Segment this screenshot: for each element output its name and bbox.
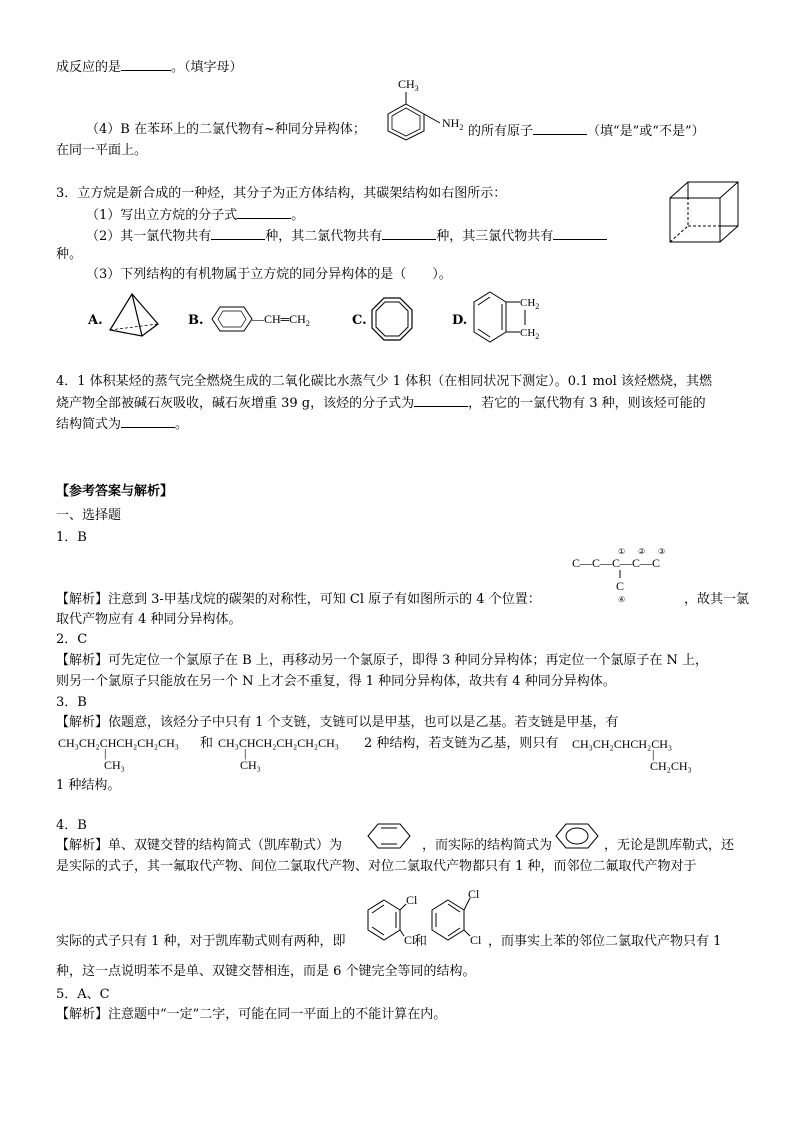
a1-exp: ，故其一氯 xyxy=(684,592,750,607)
branch-bond: | xyxy=(652,747,655,761)
a5-exp: 【解析】注意题中“一定”二字，可能在同一平面上的不能计算在内。 xyxy=(56,1007,447,1022)
svg-text:③: ③ xyxy=(658,547,666,556)
q-text: 。 xyxy=(291,208,305,223)
q-text: 成反应的是 xyxy=(56,60,122,75)
svg-text:NH2: $NH_2$ xyxy=(442,116,464,132)
q-text: （4）B 在苯环上的二氯代物有~种同分异构体； xyxy=(86,122,366,137)
a3-exp: 【解析】依题意，该烃分子中只有 1 个支链，支链可以是甲基，也可以是乙基。若支链是甲基，有 xyxy=(56,715,619,730)
formula-3: CH₃CH₂CHCH₂CH₃ xyxy=(572,737,673,751)
svg-text:Cl: Cl xyxy=(404,933,416,947)
option-c-label[interactable]: C. xyxy=(352,313,367,328)
answer-blank[interactable] xyxy=(382,227,436,240)
q-text: 。（填字母） xyxy=(171,60,243,75)
answer-blank[interactable] xyxy=(414,394,468,407)
and-text: 和 xyxy=(200,736,214,751)
q-text: 在同一平面上。 xyxy=(56,143,148,158)
methylpentane-diagram xyxy=(572,544,682,604)
branch-bond: | xyxy=(244,746,247,760)
kekule-benzene xyxy=(364,822,414,850)
answer-1: 1．B xyxy=(56,530,87,545)
text-line xyxy=(56,415,188,433)
q-text: （填“是”或“不是”） xyxy=(587,124,705,139)
answer-blank[interactable] xyxy=(533,122,587,135)
a4-exp: 种，这一点说明苯不是单、双键交替相连，而是 6 个键完全等同的结构。 xyxy=(56,964,476,979)
q-text: （3）下列结构的有机物属于立方烷的同分异构体的是（ ）。 xyxy=(86,267,452,282)
q-text: 的所有原子 xyxy=(468,124,534,139)
branch-3: CH₂CH₃ xyxy=(650,759,692,773)
cyclooctatetraene-structure xyxy=(368,296,416,344)
section-title: 一、选择题 xyxy=(56,508,122,523)
answer-blank[interactable] xyxy=(211,227,265,240)
text-line xyxy=(86,227,607,245)
formula-1: CH₃CH₂CHCH₂CH₂CH₃ xyxy=(58,736,179,750)
svg-text:C: C xyxy=(616,579,625,593)
a4-exp: 实际的式子只有 1 种，对于凯库勒式则有两种，即 xyxy=(56,934,346,949)
a4-exp: ，无论是凯库勒式，还 xyxy=(604,838,735,853)
dichlorobenzene-kekule-2 xyxy=(428,882,494,948)
a4-exp: ，而实际的结构简式为 xyxy=(422,838,553,853)
svg-text:①: ① xyxy=(618,547,626,556)
answer-4: 4．B xyxy=(56,818,87,833)
option-a-label[interactable]: A. xyxy=(88,313,103,328)
svg-text:CH2: $CH_2$ xyxy=(520,297,540,311)
answers-heading: 【参考答案与解析】 xyxy=(56,484,174,499)
text-line xyxy=(56,394,706,412)
answer-blank[interactable] xyxy=(121,58,171,71)
answer-blank[interactable] xyxy=(237,206,291,219)
styrene-structure xyxy=(206,303,336,337)
q-text: （2）其一氯代物共有 xyxy=(86,229,212,244)
formula-2: CH₃CHCH₂CH₂CH₂CH₃ xyxy=(218,736,339,750)
svg-text:Cl: Cl xyxy=(468,887,480,901)
a3-mid: 2 种结构，若支链为乙基，则只有 xyxy=(364,736,559,751)
a4-exp: 是实际的式子，其一氟取代产物、间位二氯取代产物、对位二氯取代产物都只有 1 种，而邻位二氟取代产物对于 xyxy=(56,859,697,874)
option-d-label[interactable]: D. xyxy=(452,313,468,328)
branch-1: CH₃ xyxy=(104,758,125,772)
a4-exp: 【解析】单、双键交替的结构简式（凯库勒式）为 xyxy=(56,838,343,853)
svg-text:Cl: Cl xyxy=(406,893,418,907)
branch-bond: | xyxy=(104,746,107,760)
svg-text:—CH═CH2: $—CH═CH_2$ xyxy=(252,312,310,328)
branch-2: CH₃ xyxy=(240,758,261,772)
a1-exp: 取代产物应有 4 种同分异构体。 xyxy=(56,612,242,627)
q-text: 烧产物全部被碱石灰吸收，碱石灰增重 39 g，该烃的分子式为 xyxy=(56,396,415,411)
text-line xyxy=(468,122,705,140)
a2-exp: 【解析】可先定位一个氯原子在 B 上，再移动另一个氯原子，即得 3 种同分异构体；再定位一个氯原子在 N 上， xyxy=(56,653,708,668)
cube-diagram xyxy=(666,180,742,244)
a4-exp: ，而事实上苯的邻位二氯取代产物只有 1 xyxy=(488,934,722,949)
text-line xyxy=(56,143,147,159)
answer-2: 2．C xyxy=(56,632,88,647)
q-text: （1）写出立方烷的分子式 xyxy=(86,208,238,223)
q-text: 种，其二氯代物共有 xyxy=(265,229,383,244)
a2-exp: 则另一个氯原子只能放在另一个 N 上才会不重复，得 1 种同分异构体，故共有 4 种同分异构体。 xyxy=(56,674,616,689)
q-text: 结构简式为 xyxy=(56,417,122,432)
q-text: ，若它的一氯代物有 3 种，则该烃可能的 xyxy=(468,396,706,411)
and-text: 和 xyxy=(414,934,428,949)
answer-blank[interactable] xyxy=(553,227,607,240)
a1-exp: 【解析】注意到 3-甲基戊烷的碳架的对称性，可知 Cl 原子有如图所示的 4 个位置： xyxy=(56,592,541,607)
svg-text:C—C—C—C—C: C—C—C—C—C xyxy=(572,556,661,570)
q-text: 种。 xyxy=(56,247,83,262)
q4-line: 4．1 体积某烃的蒸气完全燃烧生成的二氧化碳比水蒸气少 1 体积（在相同状况下测定）。0.1 mol 该烃燃烧，其燃 xyxy=(56,374,712,389)
q3-title: 3．立方烷是新合成的一种烃，其分子为正方体结构，其碳架结构如右图所示： xyxy=(56,186,507,201)
benzocyclobutene-structure xyxy=(470,290,550,346)
text-line xyxy=(56,58,243,76)
svg-text:CH2: $CH_2$ xyxy=(520,327,540,341)
svg-text:④: ④ xyxy=(618,595,626,604)
svg-text:②: ② xyxy=(638,547,646,556)
answer-blank[interactable] xyxy=(121,415,175,428)
q-text: 。 xyxy=(175,417,189,432)
text-line xyxy=(86,206,304,224)
q-text: 种，其三氯代物共有 xyxy=(436,229,554,244)
a3-end: 1 种结构。 xyxy=(56,778,121,793)
text-line xyxy=(86,122,366,138)
answer-5: 5．A、C xyxy=(56,987,110,1002)
svg-text:CH3: $CH_3$ xyxy=(398,77,419,93)
benzene-ring xyxy=(552,822,602,850)
answer-3: 3．B xyxy=(56,695,87,710)
svg-text:Cl: Cl xyxy=(470,933,482,947)
option-b-label[interactable]: B. xyxy=(188,313,204,328)
tetrahedron-structure xyxy=(106,292,162,340)
